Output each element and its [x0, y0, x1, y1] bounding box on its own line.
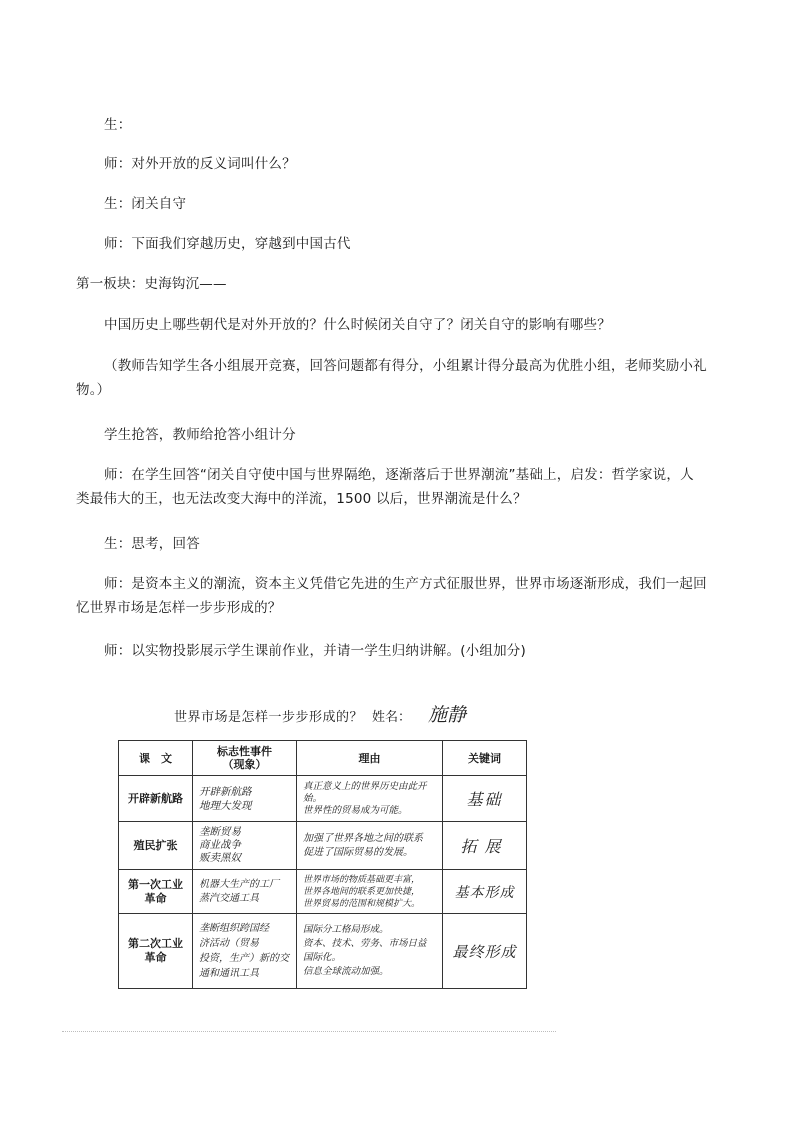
paragraph-7: [76, 357, 736, 400]
paragraph-6: 中国历史上哪些朝代是对外开放的？什么时候闭关自守了？闭关自守的影响有哪些？: [104, 317, 611, 333]
event-cell: 垄断组织跨国经 济活动（贸易 投资，生产）新的交 通和通讯工具: [193, 914, 297, 989]
paragraph-11-line-2: 忆世界市场是怎样一步步形成的？: [76, 600, 282, 616]
paragraph-8: 学生抢答，教师给抢答小组计分: [104, 427, 296, 443]
paragraph-9-line-1: 师：在学生回答“闭关自守使中国与世界隔绝，逐渐落后于世界潮流”基础上，启发：哲学家说，人: [104, 467, 694, 483]
event-cell: 垄断贸易 商业战争 贩卖黑奴: [193, 822, 297, 870]
table-row: [119, 870, 527, 914]
worksheet-title: 世界市场是怎样一步步形成的？: [174, 710, 364, 725]
table-row: [119, 776, 527, 822]
lesson-cell: 第一次工业 革命: [119, 870, 193, 914]
event-cell: 开辟新航路 地理大发现: [193, 776, 297, 822]
keyword-cell: 拓展: [443, 822, 527, 870]
paragraph-7-line-1: （教师告知学生各小组展开竞赛，回答问题都有得分，小组累计得分最高为优胜小组，老师奖励小礼: [104, 358, 707, 374]
paragraph-2: 师：对外开放的反义词叫什么？: [104, 156, 296, 172]
lesson-cell: 殖民扩张: [119, 822, 193, 870]
header-reason: 理由: [297, 741, 443, 776]
worksheet-table: [118, 740, 527, 989]
paragraph-7-line-2: 物。）: [76, 382, 111, 398]
header-lesson: 课 文: [119, 741, 193, 776]
table-row: [119, 914, 527, 989]
reason-cell: 世界市场的物质基础更丰富， 世界各地间的联系更加快捷， 世界贸易的范围和规模扩大。: [297, 870, 443, 914]
event-cell: 机器大生产的工厂 蒸汽交通工具: [193, 870, 297, 914]
lesson-cell: 开辟新航路: [119, 776, 193, 822]
header-event: 标志性事件 （现象）: [193, 741, 297, 776]
reason-cell: 真正意义上的世界历史由此开 始。 世界性的贸易成为可能。: [297, 776, 443, 822]
worksheet-name-value: 施静: [428, 704, 467, 726]
worksheet-name-label: 姓名：: [372, 710, 412, 725]
paragraph-10: 生：思考，回答: [104, 536, 200, 552]
table-row: [119, 822, 527, 870]
header-keyword: 关键词: [443, 741, 527, 776]
keyword-cell: 基础: [443, 776, 527, 822]
paragraph-12: 师：以实物投影展示学生课前作业，并请一学生归纳讲解。(小组加分): [104, 643, 526, 659]
keyword-cell: 最终形成: [443, 914, 527, 989]
worksheet-header-row: [119, 741, 527, 776]
paragraph-3: 生：闭关自守: [104, 196, 187, 212]
paragraph-1: 生：: [104, 117, 132, 133]
paragraph-9-line-2: 类最伟大的王，也无法改变大海中的洋流，1500 以后，世界潮流是什么？: [76, 491, 527, 507]
photo-edge-divider: [62, 1031, 556, 1032]
lesson-cell: 第二次工业 革命: [119, 914, 193, 989]
keyword-cell: 基本形成: [443, 870, 527, 914]
paragraph-4: 师：下面我们穿越历史，穿越到中国古代: [104, 236, 351, 252]
reason-cell: 加强了世界各地之间的联系 促进了国际贸易的发展。: [297, 822, 443, 870]
paragraph-11: [76, 575, 736, 618]
reason-cell: 国际分工格局形成。 资本、技术、劳务、市场日益 国际化。 信息全球流动加强。: [297, 914, 443, 989]
paragraph-11-line-1: 师：是资本主义的潮流，资本主义凭借它先进的生产方式征服世界，世界市场逐渐形成，我们一起回: [104, 576, 707, 592]
section-heading: 第一板块：史海钩沉——: [76, 276, 227, 292]
paragraph-9: [76, 466, 736, 509]
